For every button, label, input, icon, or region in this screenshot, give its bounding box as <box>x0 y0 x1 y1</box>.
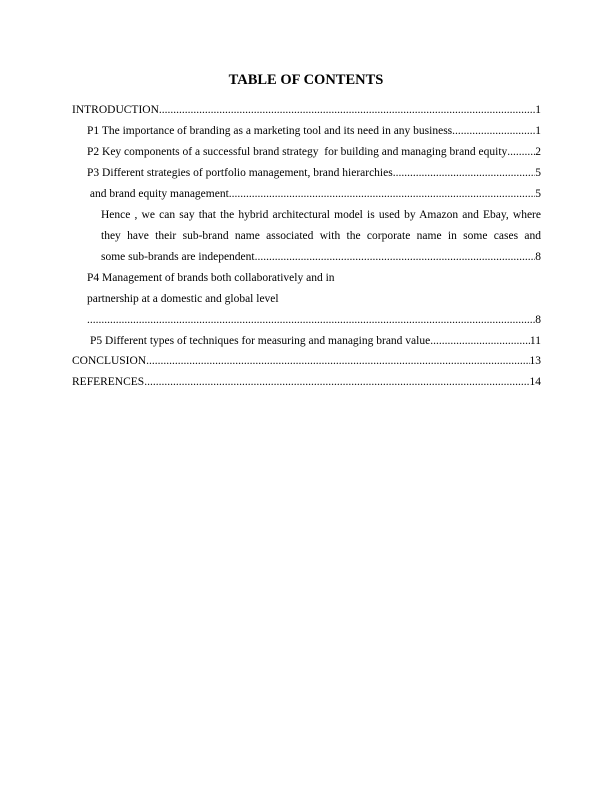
toc-leader-dots <box>146 354 529 368</box>
toc-entry-page: 8 <box>535 251 541 263</box>
toc-entry-p4-line-2: partnership at a domestic and global level <box>87 293 279 305</box>
toc-entry-label: and brand equity management <box>87 188 229 200</box>
toc-title: TABLE OF CONTENTS <box>228 72 384 88</box>
toc-entry-hence[interactable] <box>101 250 541 264</box>
toc-entry-page: 5 <box>535 167 541 179</box>
toc-entry-page: 14 <box>529 376 541 388</box>
toc-leader-dots <box>393 166 536 180</box>
toc-leader-dots <box>452 124 535 138</box>
toc-entry-label: REFERENCES <box>72 376 145 388</box>
toc-leader-dots <box>144 375 529 389</box>
toc-entry-p3[interactable] <box>87 166 541 180</box>
toc-leader-dots <box>255 250 536 264</box>
toc-leader-dots <box>430 334 530 348</box>
toc-entry-page: 1 <box>535 104 541 116</box>
toc-entry-conclusion[interactable] <box>72 354 541 368</box>
toc-leader-dots <box>87 313 535 327</box>
toc-entry-page: 8 <box>535 314 541 326</box>
toc-entry-page: 5 <box>535 188 541 200</box>
toc-entry-page: 1 <box>535 125 541 137</box>
toc-entry-p5[interactable] <box>90 334 541 348</box>
toc-entry-page: 13 <box>529 355 541 367</box>
toc-entry-label: INTRODUCTION <box>72 104 159 116</box>
toc-leader-dots <box>229 187 535 201</box>
toc-entry-label: P3 Different strategies of portfolio management, brand hierarchies <box>87 167 393 179</box>
toc-entry-p2[interactable] <box>87 145 541 159</box>
toc-entry-p1[interactable] <box>87 124 541 138</box>
toc-entry-p4-line-1: P4 Management of brands both collaboratively and in <box>87 272 335 284</box>
toc-entry-page: 2 <box>535 146 541 158</box>
toc-entry-label: P5 Different types of techniques for measuring and managing brand value <box>90 335 431 347</box>
toc-entry-introduction[interactable] <box>72 103 541 117</box>
toc-leader-dots <box>159 103 535 117</box>
toc-leader-dots <box>507 145 535 159</box>
toc-entry-hence-line-1: Hence , we can say that the hybrid architectural model is used by Amazon and Ebay, where <box>101 209 541 221</box>
toc-entry-label: P2 Key components of a successful brand strategy for building and managing brand equity <box>87 146 508 158</box>
toc-entry-hence-line-2: they have their sub-brand name associated with the corporate name in some cases and <box>101 230 541 242</box>
toc-entry-references[interactable] <box>72 375 541 389</box>
toc-entry-p3-continued[interactable] <box>87 187 541 201</box>
toc-entry-label: P1 The importance of branding as a marketing tool and its need in any business <box>87 125 453 137</box>
toc-entry-label: some sub-brands are independent <box>101 251 255 263</box>
toc-entry-p4[interactable] <box>87 313 541 327</box>
toc-entry-page: 11 <box>529 335 541 347</box>
toc-entry-label: CONCLUSION <box>72 355 147 367</box>
